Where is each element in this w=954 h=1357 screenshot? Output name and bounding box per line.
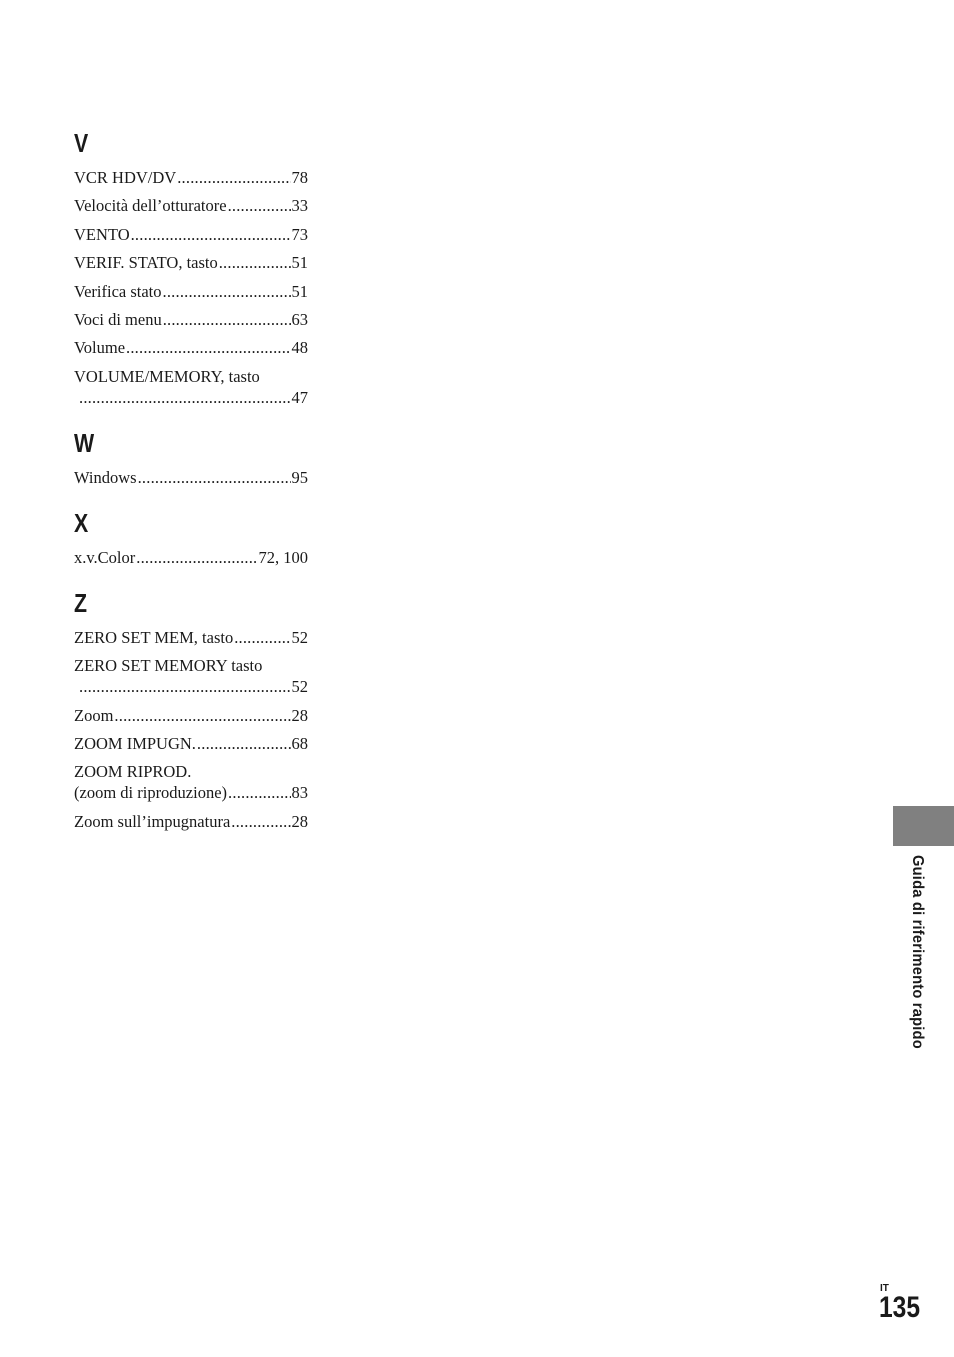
entry-term: Volume	[74, 338, 126, 358]
dot-leader	[131, 224, 291, 245]
index-entry	[74, 366, 308, 408]
section-letter: X	[74, 507, 89, 538]
section-tab	[893, 806, 954, 846]
entry-line	[74, 366, 308, 387]
entry-term: Velocità dell’otturatore	[74, 196, 227, 216]
dot-leader	[136, 547, 257, 568]
entry-line	[74, 655, 308, 676]
index-section	[74, 508, 308, 568]
index-entry	[74, 705, 308, 726]
dot-leader	[126, 337, 290, 358]
entry-term: VOLUME/MEMORY, tasto	[74, 366, 260, 386]
entry-line	[74, 547, 308, 568]
index-section	[74, 128, 308, 408]
entry-page-ref: 52	[291, 677, 308, 697]
entry-line	[74, 309, 308, 330]
dot-leader	[114, 705, 290, 726]
entry-page-ref: 51	[291, 281, 308, 301]
entry-term: ZERO SET MEM, tasto	[74, 627, 234, 647]
entry-line	[74, 467, 308, 488]
entry-line	[74, 627, 308, 648]
entry-page-ref: 78	[291, 168, 308, 187]
dot-leader	[79, 387, 291, 408]
index-entry	[74, 811, 308, 832]
entry-page-ref: 63	[291, 309, 308, 329]
entry-line	[74, 252, 308, 273]
language-code: IT	[880, 1283, 889, 1294]
section-letter: Z	[74, 587, 88, 618]
entry-page-ref: 73	[291, 224, 308, 244]
index-entry	[74, 467, 308, 488]
entry-page-ref: 72, 100	[258, 547, 308, 567]
entry-line	[74, 811, 308, 832]
entry-page-ref: 28	[291, 811, 308, 831]
entry-page-ref: 68	[291, 733, 308, 753]
entry-line	[74, 782, 308, 803]
dot-leader	[79, 676, 291, 697]
entry-line	[74, 281, 308, 302]
index-section	[74, 428, 308, 488]
entry-line	[74, 761, 308, 782]
index-entry	[74, 195, 308, 216]
dot-leader	[228, 782, 290, 803]
entry-line	[74, 733, 308, 754]
entry-line	[74, 705, 308, 726]
entry-term: Voci di menu	[74, 309, 162, 329]
index-entry	[74, 224, 308, 245]
entry-term: VENTO	[74, 224, 130, 244]
index-column	[74, 128, 308, 852]
entry-line	[74, 195, 308, 216]
entry-page-ref: 83	[291, 783, 308, 803]
page-number: 135	[879, 1291, 921, 1324]
entry-page-ref: 51	[291, 253, 308, 273]
entry-page-ref: 47	[291, 387, 308, 407]
index-entry	[74, 337, 308, 358]
entry-page-ref: 48	[291, 338, 308, 358]
index-entry	[74, 309, 308, 330]
index-entry	[74, 252, 308, 273]
entry-line	[74, 676, 308, 697]
index-section	[74, 588, 308, 832]
entry-term: x.v.Color	[74, 547, 136, 567]
entry-term: Verifica stato	[74, 281, 162, 301]
index-entry	[74, 281, 308, 302]
index-entry	[74, 655, 308, 697]
entry-term: Zoom	[74, 705, 114, 725]
index-entry	[74, 733, 308, 754]
entry-term: ZOOM RIPROD.	[74, 762, 192, 782]
index-entry	[74, 167, 308, 188]
section-letter: V	[74, 128, 89, 158]
entry-list	[74, 627, 308, 832]
dot-leader	[197, 733, 291, 754]
entry-line	[74, 387, 308, 408]
dot-leader	[163, 281, 291, 302]
entry-list	[74, 467, 308, 488]
entry-term: Zoom sull’impugnatura	[74, 811, 231, 831]
entry-term: (zoom di riproduzione)	[74, 783, 228, 803]
entry-list	[74, 167, 308, 408]
entry-term: Windows	[74, 467, 137, 487]
dot-leader	[231, 811, 290, 832]
entry-page-ref: 28	[291, 705, 308, 725]
entry-term: ZOOM IMPUGN.	[74, 733, 196, 753]
entry-term: VERIF. STATO, tasto	[74, 253, 218, 273]
dot-leader	[228, 195, 291, 216]
dot-leader	[234, 627, 290, 648]
entry-term: ZERO SET MEMORY tasto	[74, 656, 263, 676]
entry-page-ref: 52	[291, 627, 308, 647]
index-entry	[74, 761, 308, 803]
entry-page-ref: 95	[291, 467, 308, 487]
entry-page-ref: 33	[291, 196, 308, 216]
dot-leader	[219, 252, 291, 273]
index-entry	[74, 547, 308, 568]
index-entry	[74, 627, 308, 648]
entry-term: VCR HDV/DV	[74, 168, 177, 187]
dot-leader	[138, 467, 291, 488]
entry-line	[74, 224, 308, 245]
section-label: Guida di riferimento rapido	[909, 855, 926, 1049]
section-letter: W	[74, 427, 95, 458]
dot-leader	[177, 167, 290, 188]
entry-line	[74, 337, 308, 358]
entry-line	[74, 167, 308, 188]
dot-leader	[163, 309, 291, 330]
entry-list	[74, 547, 308, 568]
